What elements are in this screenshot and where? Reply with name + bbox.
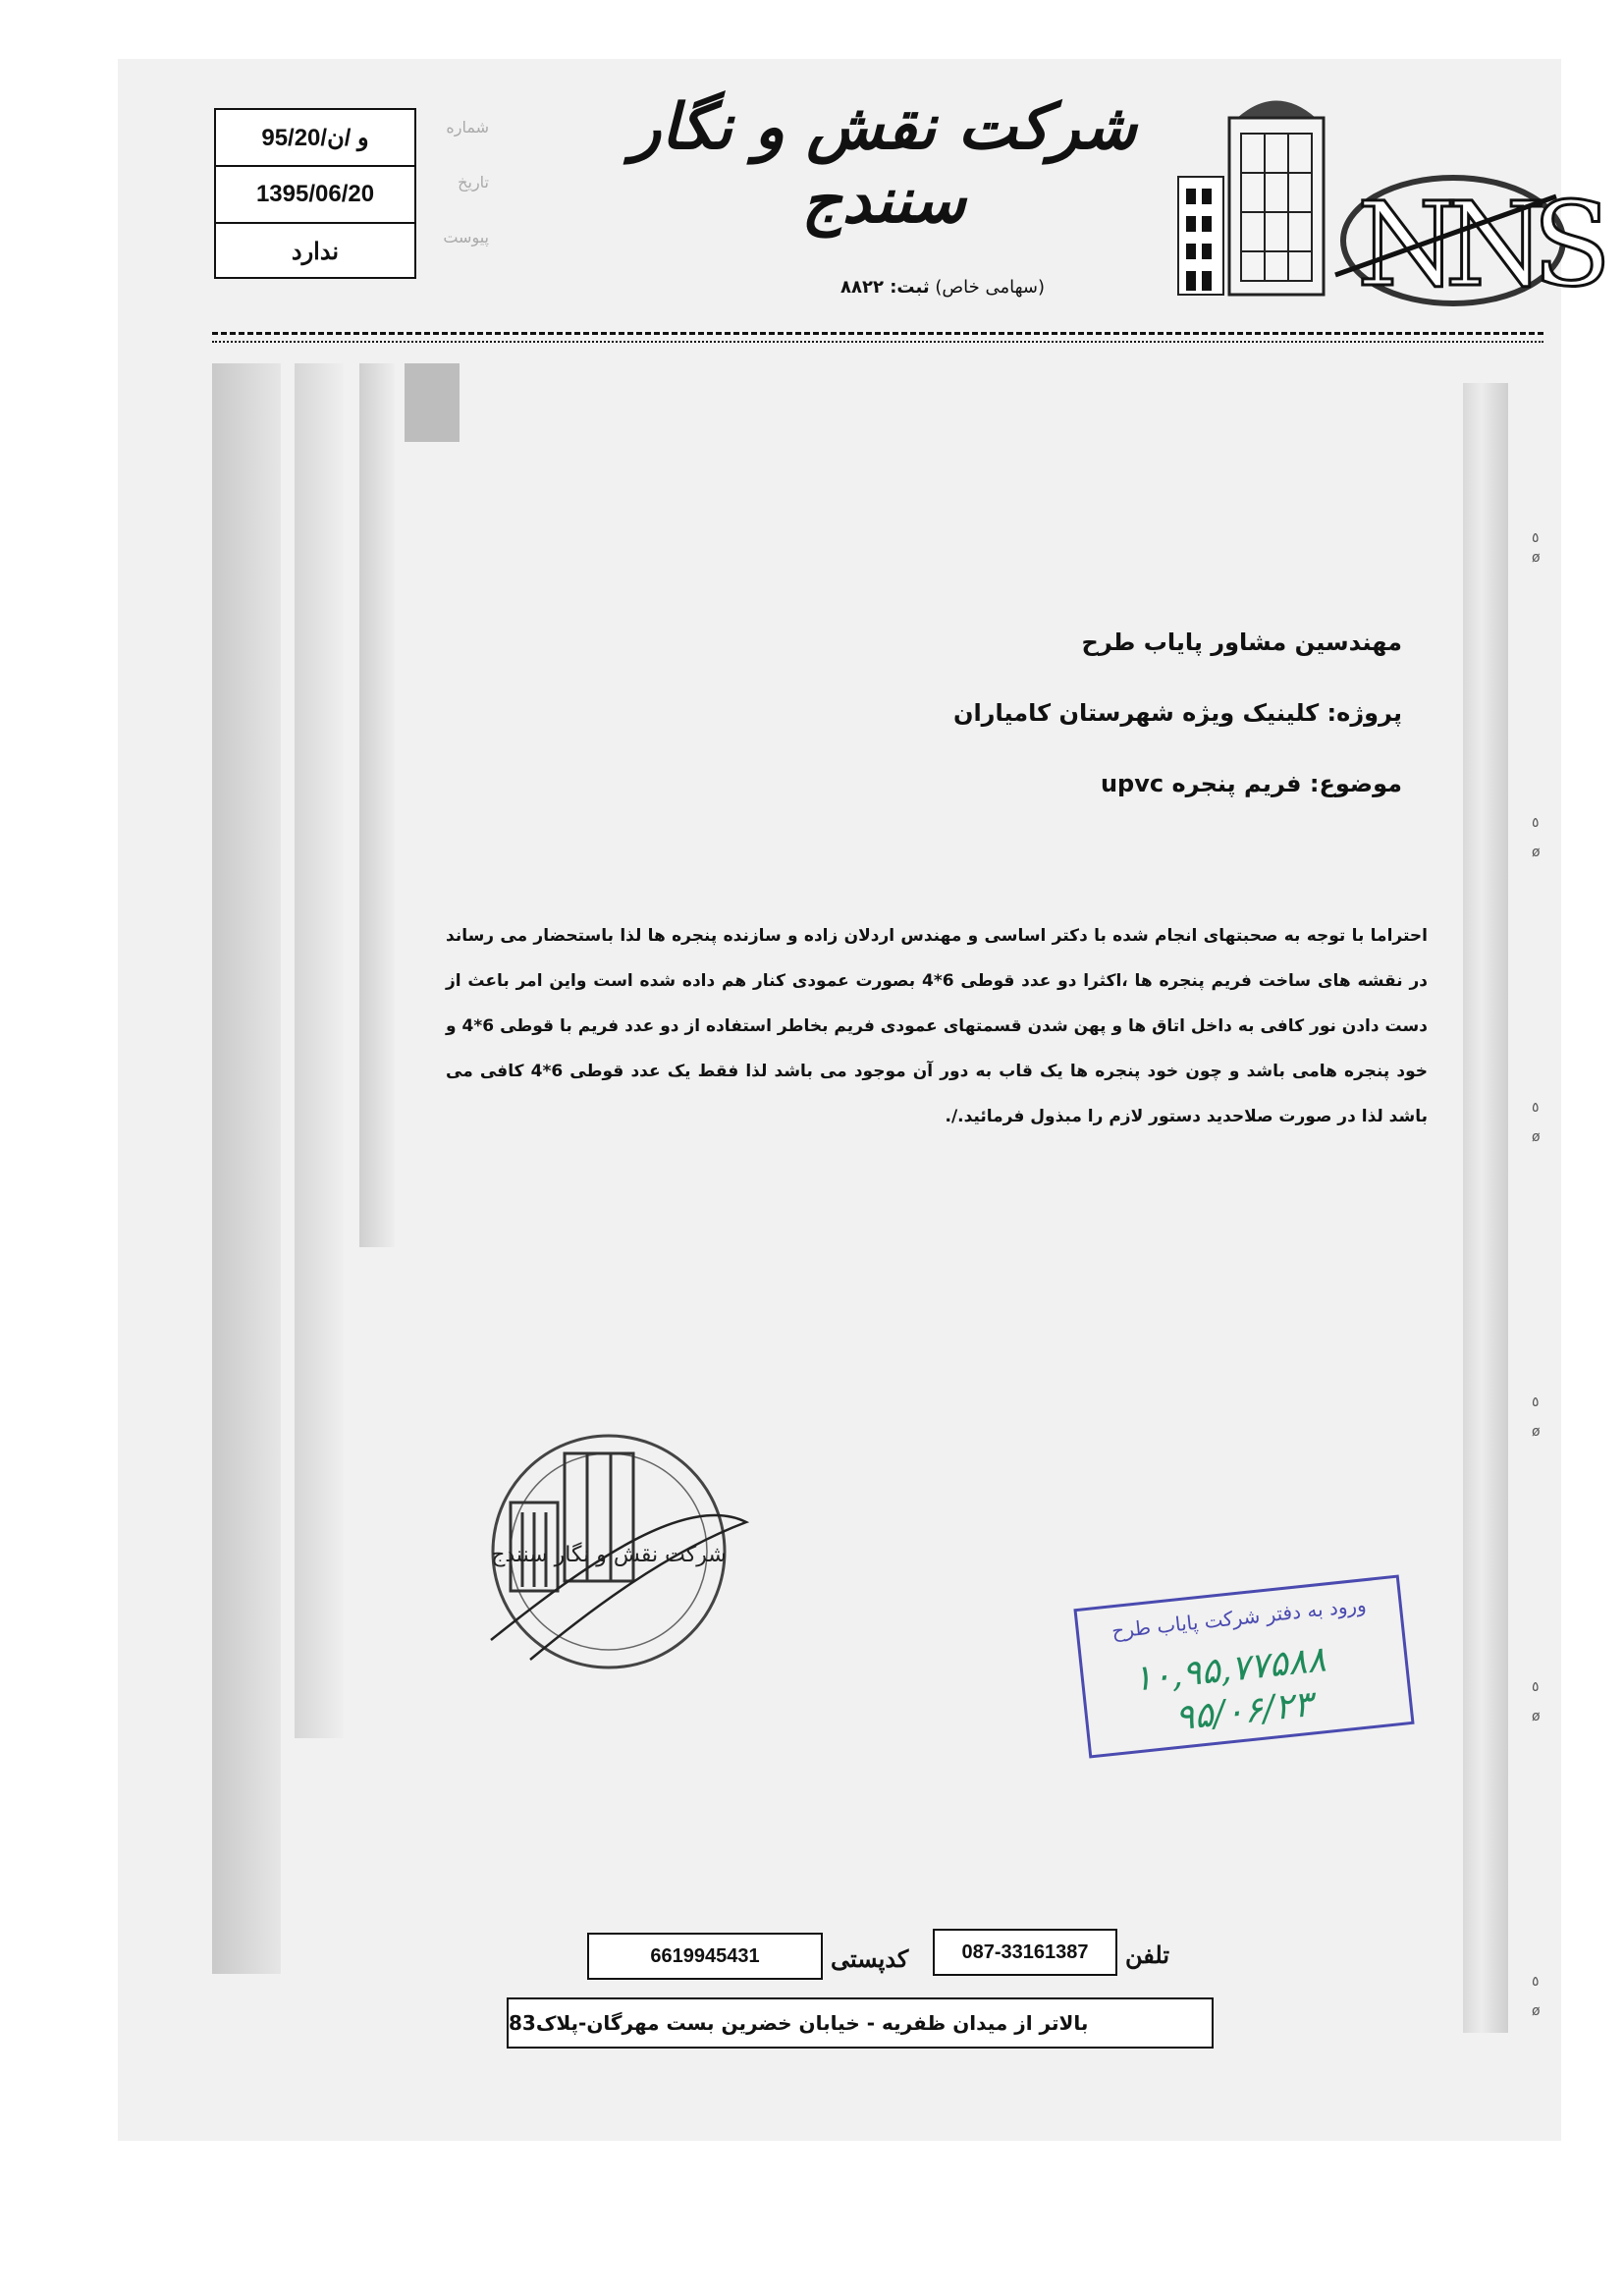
letter-date: 1395/06/20 <box>216 167 414 224</box>
company-logo <box>1168 79 1598 328</box>
postal-code: 6619945431 <box>587 1933 823 1980</box>
info-labels <box>420 114 489 279</box>
registration-stamp <box>1062 1573 1426 1764</box>
letter-body: احتراما با توجه به صحبتهای انجام شده با دکتر اساسی و مهندس اردلان زاده و سازنده پنجره ها لذا باستحضار می رساند در نقشه های ساخت فریم پنجره ها ،اکثرا دو عدد قوطی 6*4 بصورت عمودی کنار هم داده شده است واین امر باعث از دست دادن نور کافی به داخل اتاق ها و پهن شدن قسمتهای عمودی فریم بخاطر استفاده از دو عدد فریم با قوطی 6*4 و خود پنجره هامی باشد و چون خود پنجره ها یک قاب به دور آن موجود می باشد لذا فقط یک عدد قوطی 6*4 کافی می باشد لذا در صورت صلاحدید دستور لازم را مبذول فرمائید./. <box>446 926 1428 1126</box>
subject-line: موضوع: فریم پنجره upvc <box>1100 770 1402 797</box>
right-edge-bar <box>1463 383 1508 2033</box>
recipient-line: مهندسین مشاور پایاب طرح <box>1081 629 1402 656</box>
postal-code-label: کدپستی <box>831 1944 909 1973</box>
background-stripes <box>212 363 467 1974</box>
company-seal <box>471 1414 766 1693</box>
building-icon <box>1178 101 1324 296</box>
number-label: شماره <box>446 118 489 137</box>
seal-building-icon <box>511 1453 633 1591</box>
company-subtitle <box>815 277 1070 298</box>
letter-number: 95/20/و /ن <box>216 110 414 167</box>
received-header: ورود به دفتر شرکت پایاب طرح <box>1110 1592 1368 1643</box>
margin-marks: ٥ ø ٥ ø ٥ ø ٥ ø ٥ ø ٥ ø <box>1532 530 1541 2019</box>
received-number: ۱۰,۹۵,۷۷۵۸۸ <box>1131 1639 1328 1700</box>
letter-info-box <box>214 108 416 279</box>
attachment-label: پیوست <box>443 228 489 246</box>
address: بالاتر از میدان ظفریه - خیابان خضرین بست مهرگان-پلاک83 <box>507 1997 1214 2049</box>
letter-attachment: ندارد <box>291 238 340 265</box>
header-divider <box>212 332 1543 343</box>
received-date: ۹۵/۰۶/۲۳ <box>1172 1684 1315 1739</box>
phone-label: تلفن <box>1125 1941 1170 1969</box>
logo-monogram: NNS <box>1357 177 1598 312</box>
company-name: شرکت نقش و نگار سنندج <box>630 90 1137 238</box>
project-line: پروژه: کلینیک ویژه شهرستان کامیاران <box>952 699 1402 727</box>
seal-text: شرکت نقش و نگار سنندج <box>491 1543 727 1567</box>
company-type: (سهامی خاص) <box>935 277 1045 298</box>
date-label: تاریخ <box>458 173 489 191</box>
signature <box>491 1515 746 1660</box>
phone-number: 087-33161387 <box>933 1929 1117 1976</box>
company-registration: ثبت: ۸۸۲۲ <box>840 277 930 298</box>
